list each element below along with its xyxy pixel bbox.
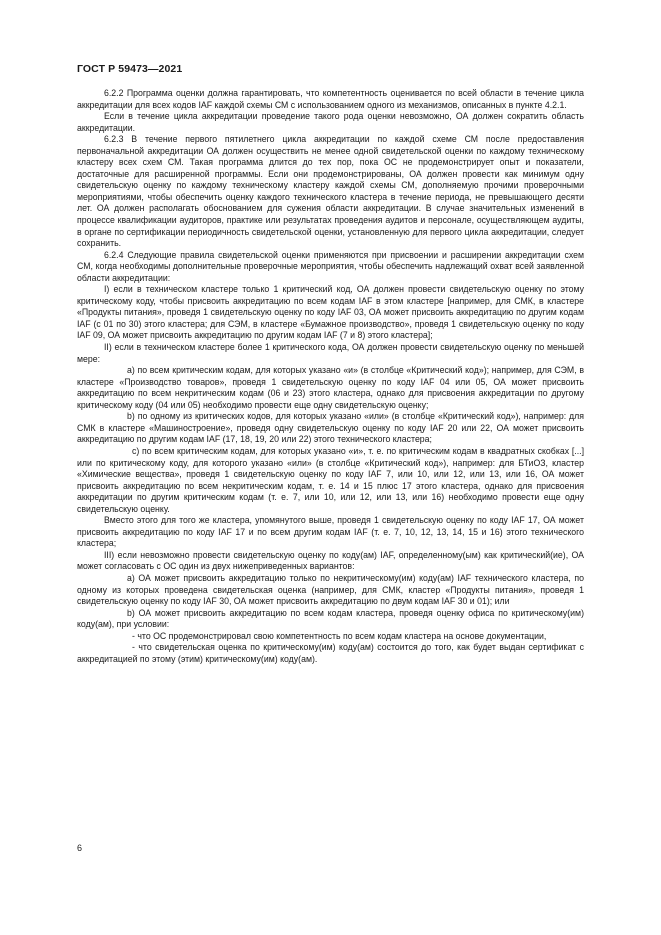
paragraph: II) если в техническом кластере более 1 критического кода, ОА должен провести свидетельскую оценку по меньшей мере: [77,342,584,364]
document-header: ГОСТ Р 59473—2021 [77,63,183,75]
paragraph: Вместо этого для того же кластера, упомянутого выше, проведя 1 свидетельскую оценку по коду IAF 17, ОА может присвоить аккредитацию по коду IAF 17 и по всем другим кодам IAF (т. е. 7, 10, 12, 13, 14, 15 и 16) этого технического кластера; [77,515,584,549]
document-body [77,88,584,665]
paragraph: a) по всем критическим кодам, для которых указано «и» (в столбце «Критический код»); например, для СЭМ, в кластере «Производство товаров», проведя 1 свидетельскую оценку по коду IAF 04 или 05, ОА может присвоить аккредитацию по всем некритическим кодам (06 и 23) этого кластера, однако для присвоения аккредитации по другому критическому коду (04 или 05) необходимо провести еще одну свидетельскую оценку; [77,365,584,410]
paragraph: Если в течение цикла аккредитации проведение такого рода оценки невозможно, ОА должен сократить область аккредитации. [77,111,584,133]
paragraph: III) если невозможно провести свидетельскую оценку по коду(ам) IAF, определенному(ым) как критический(ие), ОА может согласовать с ОС один из двух нижеприведенных вариантов: [77,549,584,572]
paragraph: 6.2.4 Следующие правила свидетельской оценки применяются при присвоении и расширении аккредитации схем СМ, когда необходимы дополнительные проверочные мероприятия, чтобы обеспечить надлежащий охват всей заявленной области аккредитации: [77,249,584,283]
paragraph: I) если в техническом кластере только 1 критический код, ОА должен провести свидетельскую оценку по этому критическому коду, чтобы присвоить аккредитацию по всем кодам IAF в этом кластере [например, для СМК, в кластере «Продукты питания», проведя 1 свидетельскую оценку по коду IAF 03, ОА может присвоить аккредитацию по другим кодам IAF (с 01 по 30) этого кластера; для СЭМ, в кластере «Бумажное производство», проведя 1 свидетельскую оценку по коду IAF 09, ОА может присвоить аккредитацию по другим кодам IAF (7 и 8) этого кластера]; [77,284,584,341]
paragraph: - что ОС продемонстрировал свою компетентность по всем кодам кластера на основе документации, [132,630,547,641]
paragraph: - что свидетельская оценка по критическому(им) коду(ам) состоится до того, как будет выдан сертификат с аккредитацией по этому (этим) критическому(им) коду(ам). [77,642,584,664]
paragraph: b) ОА может присвоить аккредитацию по всем кодам кластера, проведя оценку офиса по критическому(им) коду(ам), при условии: [77,607,584,630]
paragraph: a) ОА может присвоить аккредитацию только по некритическому(им) коду(ам) IAF технического кластера, по одному из которых проведена свидетельская оценка (например, для СМК, кластер «Продукты питания», проведя 1 свидетельскую оценку по коду IAF 30, ОА может присвоить аккредитацию по двум кодам IAF 30 и 01); или [77,572,584,607]
paragraph: c) по всем критическим кодам, для которых указано «и», т. е. по критическим кодам в квадратных скобках [...] или по критическому коду, для которого указано «или» (в столбце «Критический код»), например: для БТиОЗ, кластер «Химические вещества», проведя 1 свидетельскую оценку по коду IAF 7, или 10, или 12, или 13, или 16, ОА может присвоить аккредитацию по всем некритическим кодам, т. е. 14 и 15 плюс 17 этого кластера, однако для присвоения аккредитации по другим критическим кодам (т. е. 7, или 10, или 12, или 13, или 16) необходимо провести еще одну свидетельскую оценку. [77,445,584,514]
paragraph: b) по одному из критических кодов, для которых указано «или» (в столбце «Критический код»), например: для СМК в кластере «Машиностроение», проведя одну свидетельскую оценку по коду IAF 20 или 22, ОА может присвоить аккредитацию по другим кодам IAF (17, 18, 19, 20 или 22) этого технического кластера; [77,411,584,445]
paragraph: 6.2.2 Программа оценки должна гарантировать, что компетентность оценивается по всей области в течение цикла аккредитации для всех кодов IAF каждой схемы СМ с использованием одного из механизмов, описанных в пункте 4.2.1. [77,88,584,110]
paragraph: 6.2.3 В течение первого пятилетнего цикла аккредитации по каждой схеме СМ после предоставления первоначальной аккредитации ОА должен осуществить не менее одной свидетельской оценки по каждому техническому кластеру всех схем СМ. Такая программа длится до тех пор, пока ОС не продемонстрирует опыт и показатели, достаточные для расширенной программы. Если они продемонстрированы, ОА должен провести как минимум одну свидетельскую оценку по каждому техническому кластеру каждой схемы СМ, дополняемую прочими проверочными мероприятиями, чтобы обеспечить оценку каждого технического кластера в течение периода, не превышающего десяти лет. ОА должен располагать обоснованием для сужения области аккредитации. В случае значительных изменений в процессе квалификации аудиторов, практике или результатах проведения аудитов и персонале, осуществляющем аудиты, в органе по сертификации периодичность свидетельской оценки, установленную для первого цикла аккредитации, следует сохранить. [77,134,584,249]
page-number: 6 [77,843,83,853]
